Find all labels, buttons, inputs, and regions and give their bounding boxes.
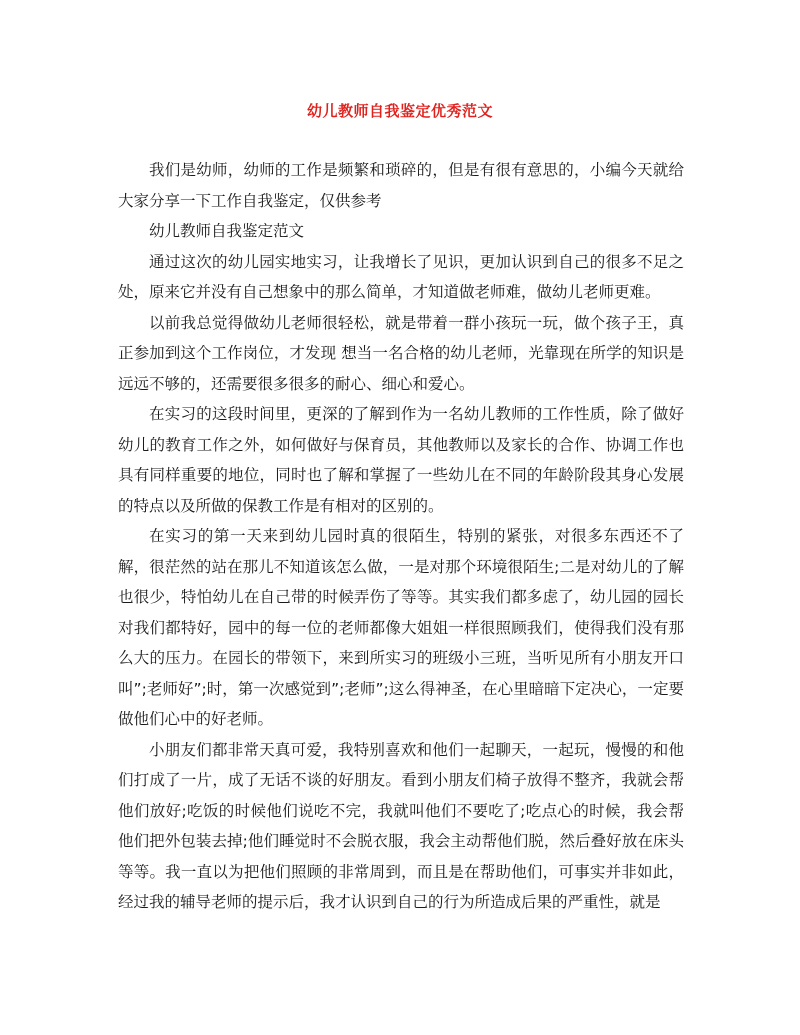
paragraph-intro: 我们是幼师，幼师的工作是频繁和琐碎的，但是有很有意思的，小编今天就给大家分享一下工作自我鉴定，仅供参考 — [118, 161, 684, 210]
paragraph: 在实习的第一天来到幼儿园时真的很陌生，特别的紧张，对很多东西还不了解，很茫然的站在那儿不知道该怎么做，一是对那个环境很陌生;二是对幼儿的了解也很少，特怕幼儿在自己带的时候弄伤了等等。其实我们都多虑了，幼儿园的园长对我们都特好，园中的每一位的老师都像大姐姐一样很照顾我们，使得我们没有那么大的压力。在园长的带领下，来到所实习的班级小三班，当听见所有小朋友开口叫”;老师好”;时，第一次感觉到”;老师”;这么得神圣，在心里暗暗下定决心，一定要做他们心中的好老师。 — [118, 527, 684, 728]
document-title: 幼儿教师自我鉴定优秀范文 — [306, 102, 493, 120]
paragraph: 通过这次的幼儿园实地实习，让我增长了见识，更加认识到自己的很多不足之处，原来它并没有自己想象中的那么简单，才知道做老师难，做幼儿老师更难。 — [118, 252, 684, 301]
paragraph: 在实习的这段时间里，更深的了解到作为一名幼儿教师的工作性质，除了做好幼儿的教育工作之外，如何做好与保育员，其他教师以及家长的合作、协调工作也具有同样重要的地位，同时也了解和掌握了一些幼儿在不同的年龄阶段其身心发展的特点以及所做的保教工作是有相对的区别的。 — [118, 405, 684, 515]
document-body — [118, 155, 684, 918]
paragraph: 以前我总觉得做幼儿老师很轻松，就是带着一群小孩玩一玩，做个孩子王，真正参加到这个工作岗位，才发现 想当一名合格的幼儿老师，光靠现在所学的知识是远远不够的，还需要很多很多的耐心、细心和爱心。 — [118, 313, 684, 393]
paragraph-subtitle: 幼儿教师自我鉴定范文 — [149, 222, 305, 240]
paragraph: 小朋友们都非常天真可爱，我特别喜欢和他们一起聊天，一起玩，慢慢的和他们打成了一片，成了无话不谈的好朋友。看到小朋友们椅子放得不整齐，我就会帮他们放好;吃饭的时候他们说吃不完，我就叫他们不要吃了;吃点心的时候，我会帮他们把外包装去掉;他们睡觉时不会脱衣服，我会主动帮他们脱，然后叠好放在床头等等。我一直以为把他们照顾的非常周到，而且是在帮助他们，可事实并非如此，经过我的辅导老师的提示后，我才认识到自己的行为所造成后果的严重性，就是 — [118, 740, 684, 911]
